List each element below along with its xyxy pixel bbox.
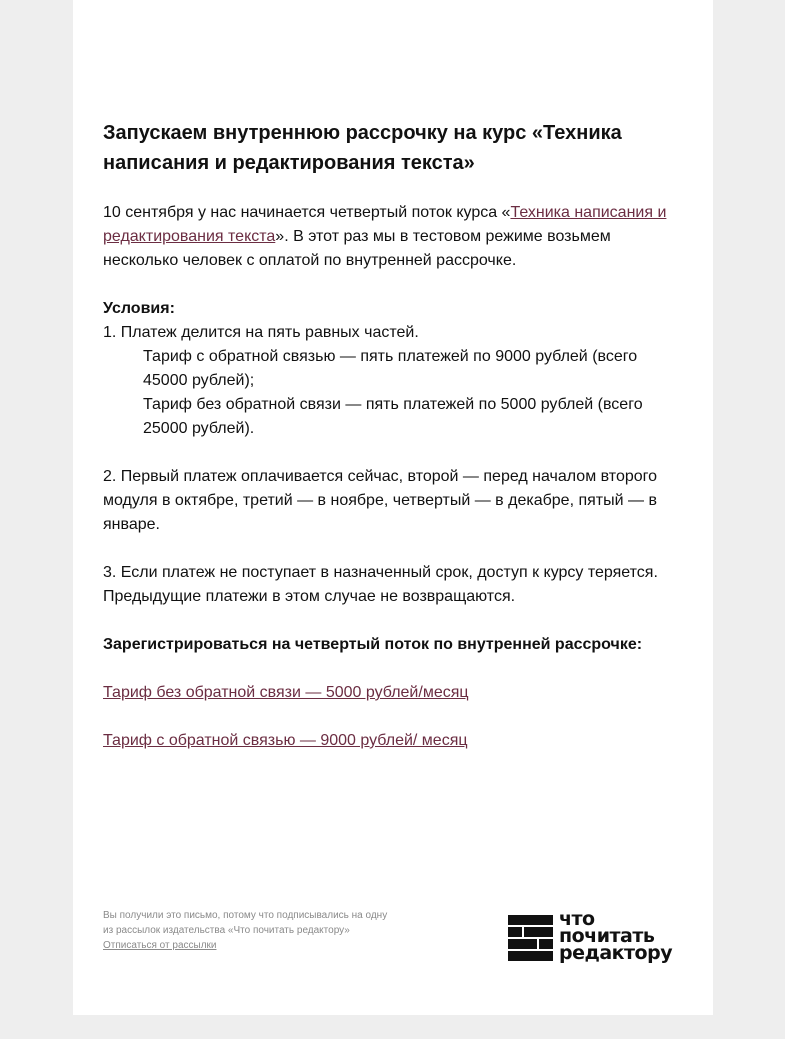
tariff-feedback-detail: Тариф с обратной связью — пять платежей по 9000 рублей (всего 45000 рублей); [143, 348, 638, 389]
condition-3: 3. Если платеж не поступает в назначенный срок, доступ к курсу теряется. Предыдущие платежи в этом случае не возвращаются. [103, 564, 658, 605]
tariff-no-feedback-detail: Тариф без обратной связи — пять платежей по 5000 рублей (всего 25000 рублей). [143, 396, 643, 437]
condition-1: 1. Платеж делится на пять равных частей. [103, 324, 419, 341]
logo-line-3: редактору [559, 942, 673, 964]
intro-paragraph [103, 201, 683, 273]
register-heading: Зарегистрироваться на четвертый поток по внутренней рассрочке: [103, 636, 643, 653]
logo-line-1: что [559, 908, 595, 930]
footer-notice: Вы получили это письмо, потому что подписывались на одну из рассылок издательства «Что почитать редактору» [103, 910, 388, 936]
course-link[interactable]: Техника написания и редактирования текста [103, 204, 667, 245]
unsubscribe-link[interactable]: Отписаться от рассылки [103, 940, 217, 951]
logo-wordmark [559, 908, 673, 964]
publisher-logo[interactable] [508, 908, 688, 965]
register-no-feedback-link[interactable]: Тариф без обратной связи — 5000 рублей/месяц [103, 684, 469, 701]
footer-notice-block [103, 908, 393, 953]
intro-prefix: 10 сентября у нас начинается четвертый поток курса « [103, 204, 511, 221]
intro-suffix: ». В этот раз мы в тестовом режиме возьмем несколько человек с оплатой по внутренней рассрочке. [103, 228, 611, 269]
email-content [103, 118, 683, 753]
logo-line-2: почитать [559, 925, 655, 947]
condition-2: 2. Первый платеж оплачивается сейчас, второй — перед началом второго модуля в октябре, третий — в ноябре, четвертый — в декабре, пятый — в январе. [103, 468, 658, 533]
email-sheet [73, 0, 713, 1015]
register-feedback-link[interactable]: Тариф с обратной связью — 9000 рублей/ месяц [103, 732, 468, 749]
email-title: Запускаем внутреннюю рассрочку на курс «Техника написания и редактирования текста» [103, 122, 622, 174]
bookshelf-blocks-logo-icon [508, 915, 553, 961]
conditions-heading: Условия: [103, 300, 175, 317]
